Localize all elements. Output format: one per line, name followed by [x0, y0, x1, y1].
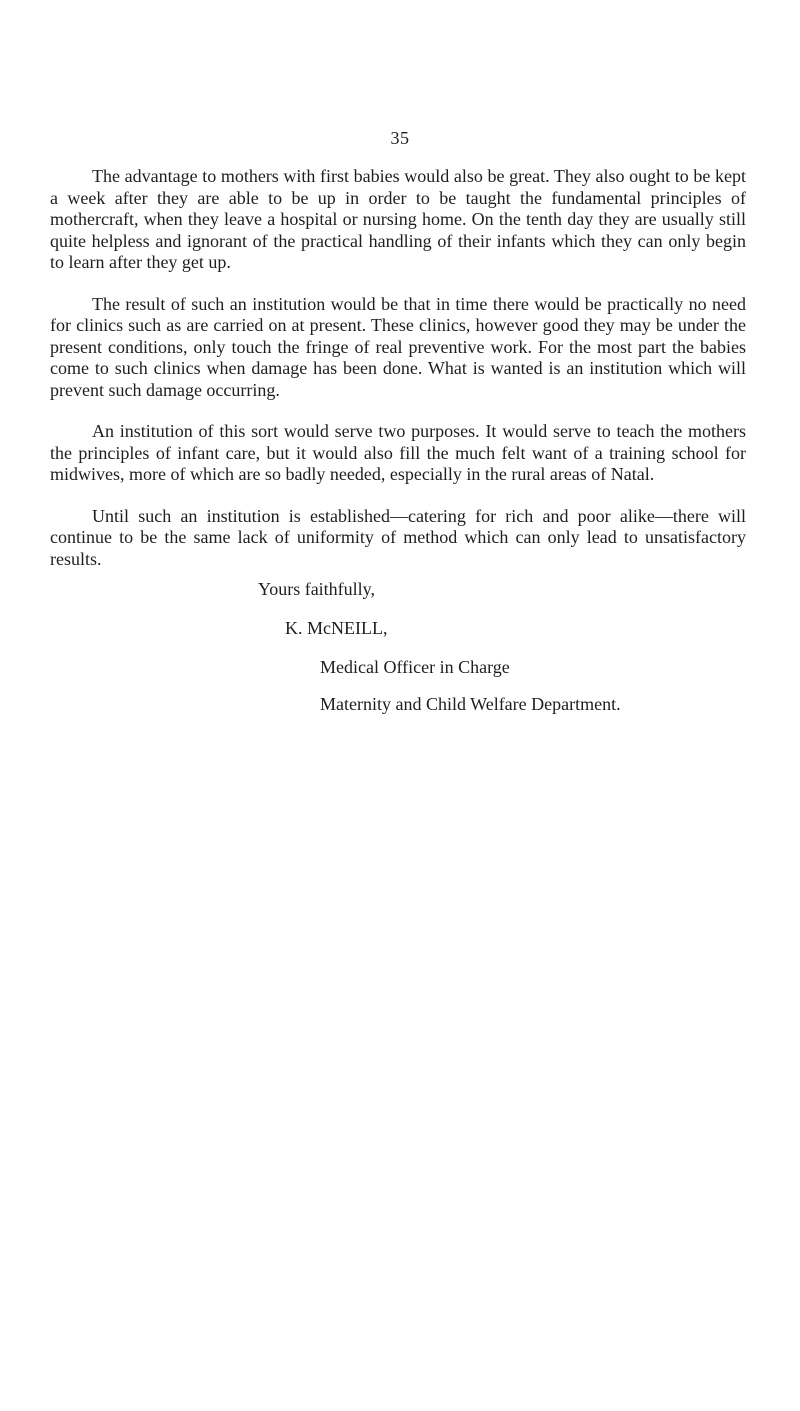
- paragraph-training-school: An institution of this sort would serve two purposes. It would serve to teach the mothers the principles of infant care, but it would also fill the much felt want of a training school for midwives, more of which are so badly needed, especially in the rural areas of Natal.: [50, 421, 746, 484]
- signatory-title: Medical Officer in Charge: [320, 657, 510, 677]
- letter-body: [50, 166, 746, 590]
- paragraph-mothercraft: The advantage to mothers with first babies would also be great. They also ought to be kept a week after they are able to be up in order to be taught the fundamental principles of mothercraft, when they leave a hospital or nursing home. On the tenth day they are usually still quite helpless and ignorant of the practical handling of their infants which they can only begin to learn after they get up.: [50, 166, 746, 272]
- closing-line: Yours faithfully,: [258, 579, 376, 599]
- signatory-department: Maternity and Child Welfare Department.: [320, 694, 621, 714]
- paragraph-uniformity: Until such an institution is established—catering for rich and poor alike—there will continue to be the same lack of uniformity of method which can only lead to unsatisfactory results.: [50, 505, 746, 569]
- signatory-name: K. McNEILL,: [285, 618, 388, 638]
- paragraph-clinics: The result of such an institution would be that in time there would be practically no need for clinics such as are carried on at present. These clinics, however good they may be under the present conditions, only touch the fringe of real preventive work. For the most part the babies come to such clinics when damage has been done. What is wanted is an institution which will prevent such damage occurring.: [50, 293, 746, 400]
- page-number: 35: [390, 128, 410, 148]
